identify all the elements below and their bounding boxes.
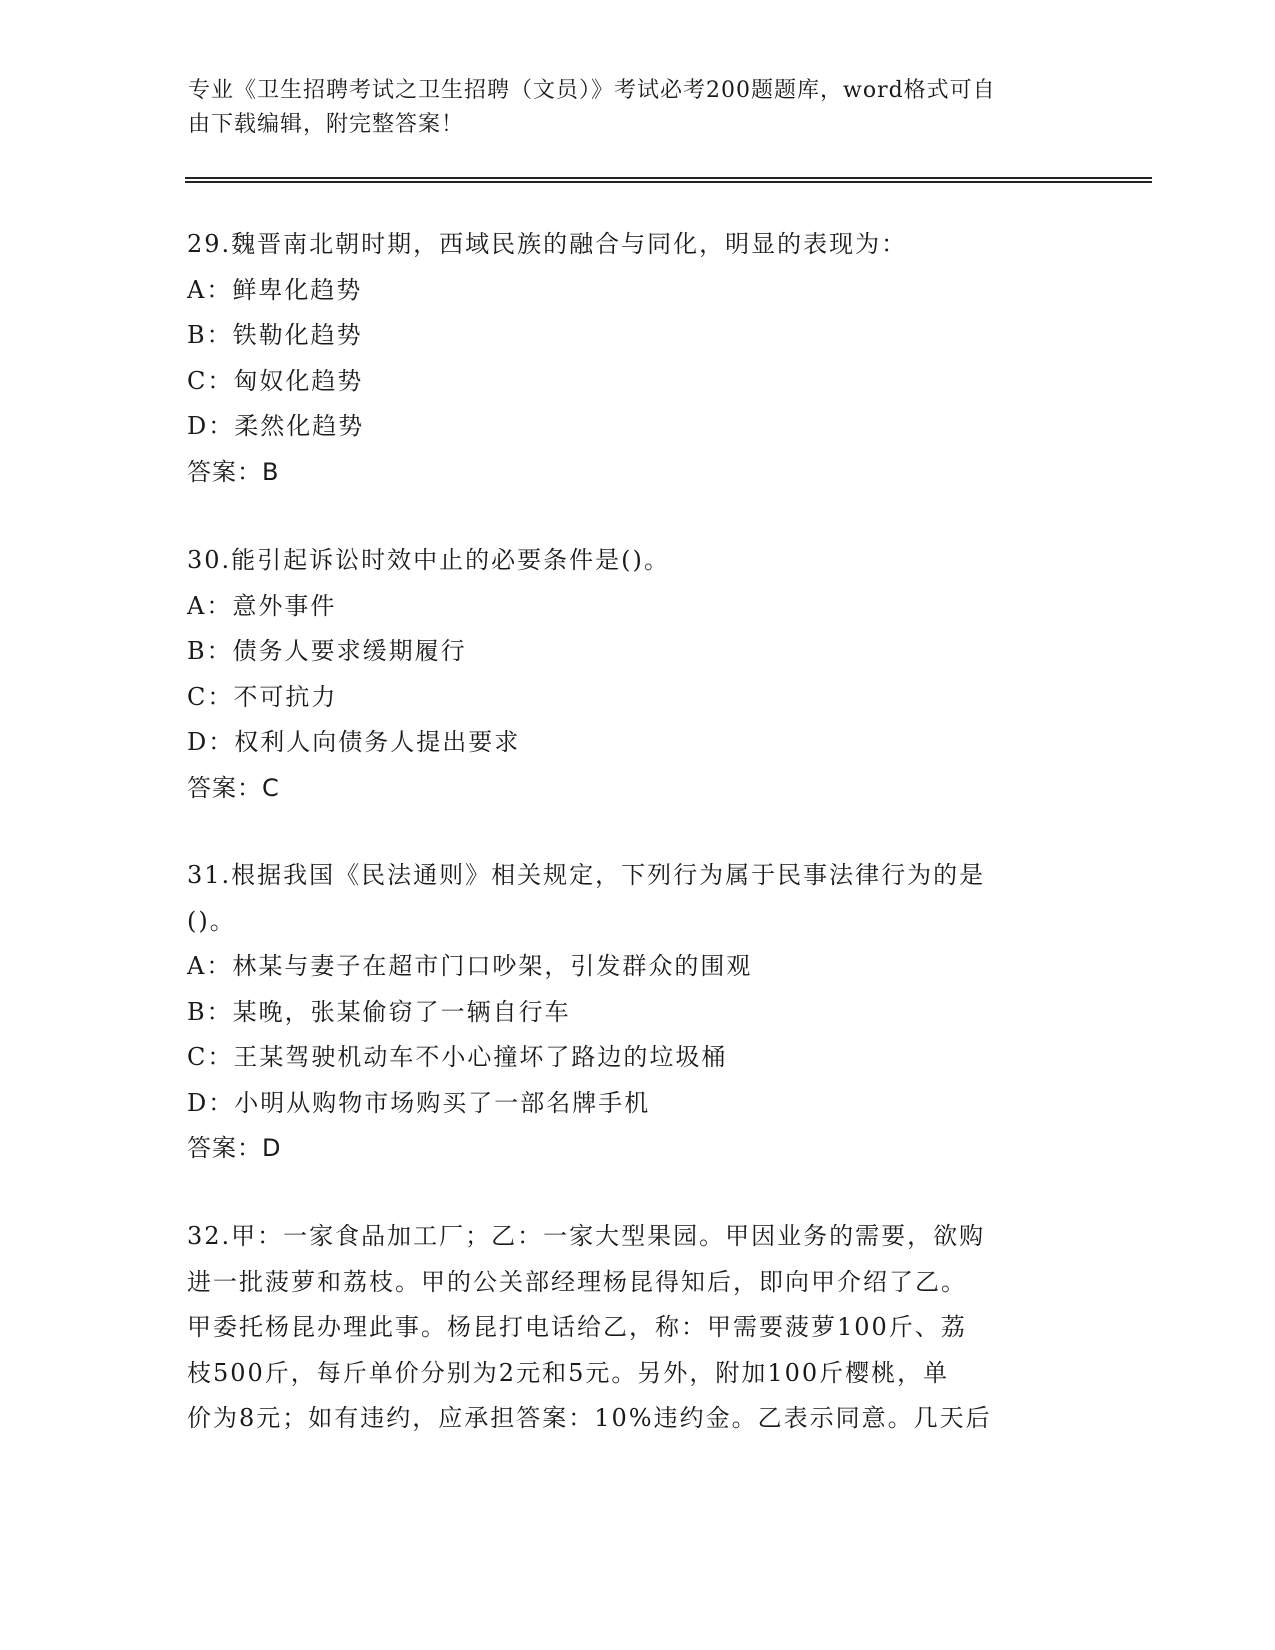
question-stem	[187, 1214, 1067, 1442]
option-b: B：某晚，张某偷窃了一辆自行车	[187, 997, 571, 1026]
option-c: C：不可抗力	[187, 682, 338, 711]
answer-label: 答案：B	[187, 457, 280, 486]
question-stem-line-2: 进一批菠萝和荔枝。甲的公关部经理杨昆得知后，即向甲介绍了乙。	[187, 1267, 967, 1296]
answer-label: 答案：C	[187, 773, 280, 802]
option-b: B：铁勒化趋势	[187, 321, 363, 349]
question-stem: 29.魏晋南北朝时期，西域民族的融合与同化，明显的表现为：	[187, 230, 908, 258]
question-30	[187, 538, 1067, 811]
header-divider	[185, 177, 1152, 183]
option-d: D：柔然化趋势	[187, 412, 365, 440]
question-stem-line-1: 31.根据我国《民法通则》相关规定，下列行为属于民事法律行为的是	[187, 861, 986, 889]
question-31	[187, 853, 1067, 1172]
question-29	[187, 222, 1067, 495]
option-a: A：林某与妻子在超市门口吵架，引发群众的围观	[187, 952, 753, 980]
option-a: A：意外事件	[187, 591, 337, 620]
header-line-2: 由下载编辑，附完整答案！	[188, 112, 465, 137]
option-a: A：鲜卑化趋势	[187, 275, 363, 304]
option-d: D：权利人向债务人提出要求	[187, 728, 521, 756]
question-stem-line-1: 32.甲：一家食品加工厂；乙：一家大型果园。甲因业务的需要，欲购	[187, 1222, 986, 1250]
option-c: C：匈奴化趋势	[187, 366, 364, 395]
question-stem-line-4: 枝500斤，每斤单价分别为2元和5元。另外，附加100斤樱桃，单	[187, 1358, 950, 1387]
header-line-1: 专业《卫生招聘考试之卫生招聘（文员）》考试必考200题题库，word格式可自	[188, 78, 996, 103]
option-b: B：债务人要求缓期履行	[187, 637, 467, 665]
option-d: D：小明从购物市场购买了一部名牌手机	[187, 1088, 651, 1117]
question-stem-line-5: 价为8元；如有违约，应承担答案：10%违约金。乙表示同意。几天后	[187, 1404, 992, 1432]
document-header	[188, 74, 1068, 142]
question-stem-line-3: 甲委托杨昆办理此事。杨昆打电话给乙，称：甲需要菠萝100斤、荔	[187, 1313, 967, 1341]
question-32	[187, 1214, 1067, 1442]
question-stem-line-2: ()。	[187, 906, 236, 935]
question-stem: 30.能引起诉讼时效中止的必要条件是()。	[187, 546, 670, 574]
option-c: C：王某驾驶机动车不小心撞坏了路边的垃圾桶	[187, 1043, 728, 1071]
answer-label: 答案：D	[187, 1134, 282, 1162]
